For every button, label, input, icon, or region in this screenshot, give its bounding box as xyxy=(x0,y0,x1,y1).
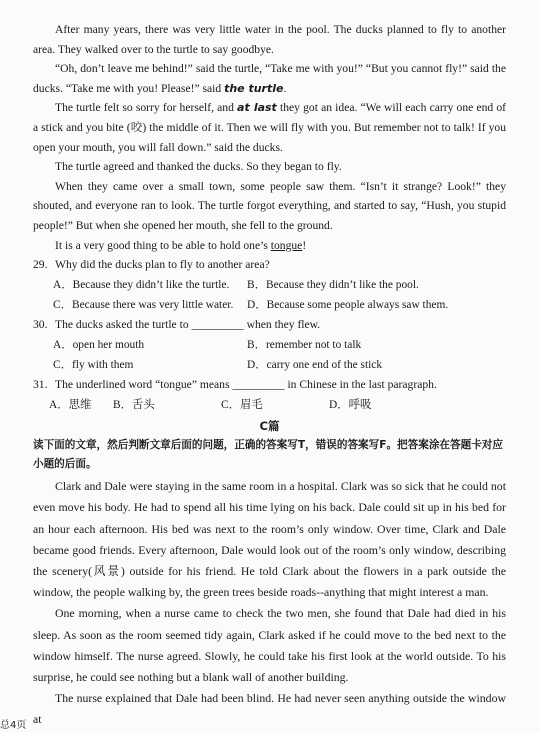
option-d: D．Because some people always saw them. xyxy=(247,299,449,312)
option-c: C．fly with them xyxy=(53,359,134,372)
paragraph-2-end: . xyxy=(283,81,287,95)
question-30-options xyxy=(33,335,506,375)
question-number: 29. xyxy=(33,258,48,272)
page-footer-label: 总4页 xyxy=(0,720,27,731)
question-31-stem xyxy=(33,375,506,395)
passage-c-paragraph-1: Clark and Dale were staying in the same room in a hospital. Clark was so sick that he could not even move his body. He had to spend all his time lying on his back. Dale could sit up in his bed for an hour each afternoon. His bed was next to the room’s only window. Over time, Clark and Dale became good friends. Every afternoon, Dale would look out of the room’s only window, describing the scenery(风景) outside for his friend. He told Clark about the flowers in a park outside the window, the people walking by, the green trees beside roads--anything that might interest a man. xyxy=(33,479,506,600)
passage-b-paragraph-2 xyxy=(33,59,506,98)
option-c: C．Because there was very little water. xyxy=(53,299,234,312)
question-29-stem xyxy=(33,255,506,275)
question-number: 30. xyxy=(33,318,48,332)
paragraph-2-text: “Oh, don’t leave me behind!” said the turtle, “Take me with you!” “But you cannot fly!” said the ducks. “Take me with you! Please!” said xyxy=(33,62,506,95)
paragraph-3-start: The turtle felt so sorry for herself, and xyxy=(55,101,238,115)
option-d: D．呼吸 xyxy=(329,399,372,412)
question-number: 31. xyxy=(33,378,48,392)
handwritten-note-at-last: at last xyxy=(237,101,277,115)
paragraph-6-start: It is a very good thing to be able to hold one’s xyxy=(55,238,271,252)
option-c: C．眉毛 xyxy=(221,399,263,412)
passage-b-paragraph-3 xyxy=(33,98,506,157)
paragraph-3-end: they got an idea. “We will each carry one end of a stick and you bite (咬) the middle of it. Then we will fly with you. But remember not to talk! If you open your mouth, you will fall down.” said the ducks. xyxy=(33,101,507,154)
passage-b-paragraph-5: When they came over a small town, some people saw them. “Isn’t it strange? Look!” they shouted, and everyone ran to look. The turtle forgot everything, and started to say, “Hush, you stupid people!” But when she opened her mouth, she fell to the ground. xyxy=(33,179,506,232)
question-text: The underlined word “tongue” means _________ in Chinese in the last paragraph. xyxy=(55,378,437,392)
option-b: B．Because they didn’t like the pool. xyxy=(247,279,419,292)
paragraph-6-end: ! xyxy=(302,238,307,252)
passage-b-paragraph-1: After many years, there was very little water in the pool. The ducks planned to fly to another area. They walked over to the turtle to say goodbye. xyxy=(33,23,506,56)
passage-b-paragraph-4: The turtle agreed and thanked the ducks. So they began to fly. xyxy=(55,160,342,174)
option-d: D．carry one end of the stick xyxy=(247,359,383,372)
option-a: A．open her mouth xyxy=(53,339,145,352)
option-b: B．remember not to talk xyxy=(247,339,362,352)
question-31-options xyxy=(33,395,506,416)
underlined-word-tongue: tongue xyxy=(270,238,303,252)
option-a: A．Because they didn’t like the turtle. xyxy=(53,279,230,292)
question-text: Why did the ducks plan to fly to another area? xyxy=(55,258,270,272)
passage-c-paragraph-2: One morning, when a nurse came to check the two men, she found that Dale had died in his sleep. As soon as the room seemed tidy again, Clark asked if he could move to the bed next to the window himself. The nurse agreed. Slowly, he could take his first look at the world outside. To his surprise, he could see nothing but a blank wall of another building. xyxy=(33,606,506,684)
question-30 xyxy=(33,315,506,375)
option-b: B．舌头 xyxy=(113,399,155,412)
passage-c-paragraph-3: The nurse explained that Dale had been blind. He had never seen anything outside the window at xyxy=(33,691,506,727)
section-c-instruction: 读下面的文章，然后判断文章后面的问题，正确的答案写T，错误的答案写F。把答案涂在答题卡对应小题的后面。 xyxy=(33,439,503,471)
question-text: The ducks asked the turtle to _________ when they flew. xyxy=(55,318,321,332)
question-29-options xyxy=(33,275,506,315)
option-a: A．思维 xyxy=(49,399,92,412)
section-c-title: C篇 xyxy=(259,419,280,434)
question-30-stem xyxy=(33,315,506,335)
handwritten-note-the-turtle: the turtle xyxy=(224,81,284,95)
question-31 xyxy=(33,375,506,416)
passage-b-paragraph-6 xyxy=(33,236,506,256)
question-29 xyxy=(33,255,506,315)
